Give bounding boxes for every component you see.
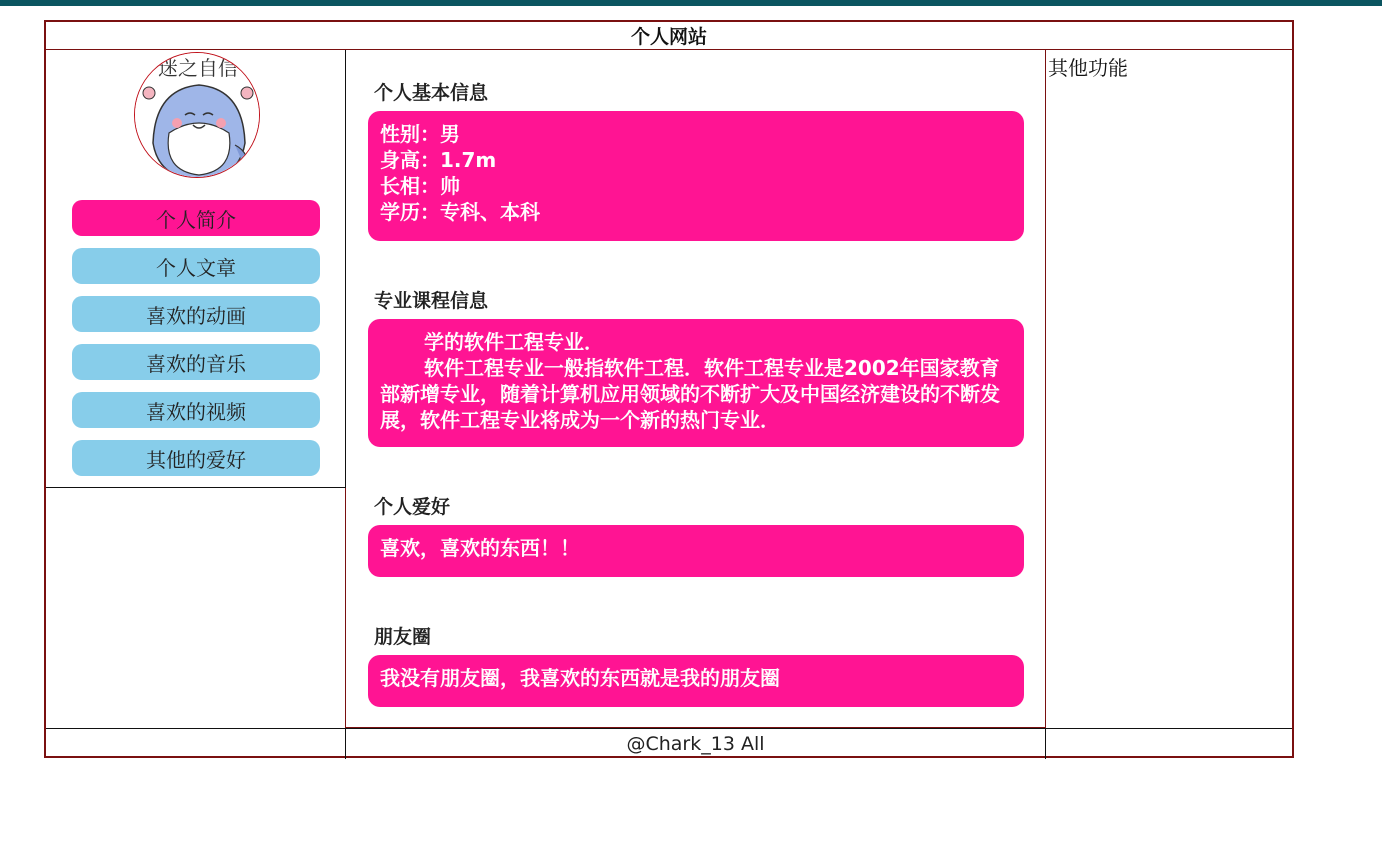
avatar [134,52,260,178]
footer [46,728,1292,758]
top-bar [0,0,1382,6]
sidebar-item-articles[interactable]: 个人文章 [72,248,320,284]
sidebar-item-anime[interactable]: 喜欢的动画 [72,296,320,332]
section-friends [368,622,1024,707]
section-title: 个人基本信息 [374,82,489,104]
footer-copyright: @Chark_13 All [346,729,1046,759]
section-title: 朋友圈 [374,626,432,648]
avatar-caption: 迷之自信 [158,56,238,80]
info-card [368,111,1024,241]
info-education: 学历：专科、本科 [380,200,540,224]
course-paragraph: 软件工程专业一般指软件工程．软件工程专业是2002年国家教育部新增专业，随着计算机应用领域的不断扩大及中国经济建设的不断发展，软件工程专业将成为一个新的热门专业． [380,356,1000,432]
sidebar-item-videos[interactable]: 喜欢的视频 [72,392,320,428]
footer-left-cell [46,729,346,759]
info-looks: 长相：帅 [380,174,460,198]
info-height: 身高：1.7m [380,148,497,172]
course-card [368,319,1024,447]
left-column [46,50,346,728]
section-basic-info [368,78,1024,241]
sidebar-item-music[interactable]: 喜欢的音乐 [72,344,320,380]
right-column [1046,50,1292,728]
section-course-info [368,286,1024,447]
sidebar-item-other-hobbies[interactable]: 其他的爱好 [72,440,320,476]
section-hobbies [368,492,1024,577]
main-content [346,50,1046,728]
sidebar [46,50,346,488]
hobby-card: 喜欢，喜欢的东西！！ [368,525,1024,577]
sidebar-nav [72,200,320,488]
other-features-title: 其他功能 [1048,56,1128,80]
page-frame [44,20,1294,758]
footer-right-cell [1046,729,1292,759]
section-title: 专业课程信息 [374,290,489,312]
avatar-image [135,53,260,178]
page-title: 个人网站 [46,22,1292,50]
section-title: 个人爱好 [374,496,451,518]
friends-card: 我没有朋友圈，我喜欢的东西就是我的朋友圈 [368,655,1024,707]
info-gender: 性别：男 [380,122,460,146]
sidebar-item-profile[interactable]: 个人简介 [72,200,320,236]
course-paragraph: 学的软件工程专业． [424,330,604,354]
